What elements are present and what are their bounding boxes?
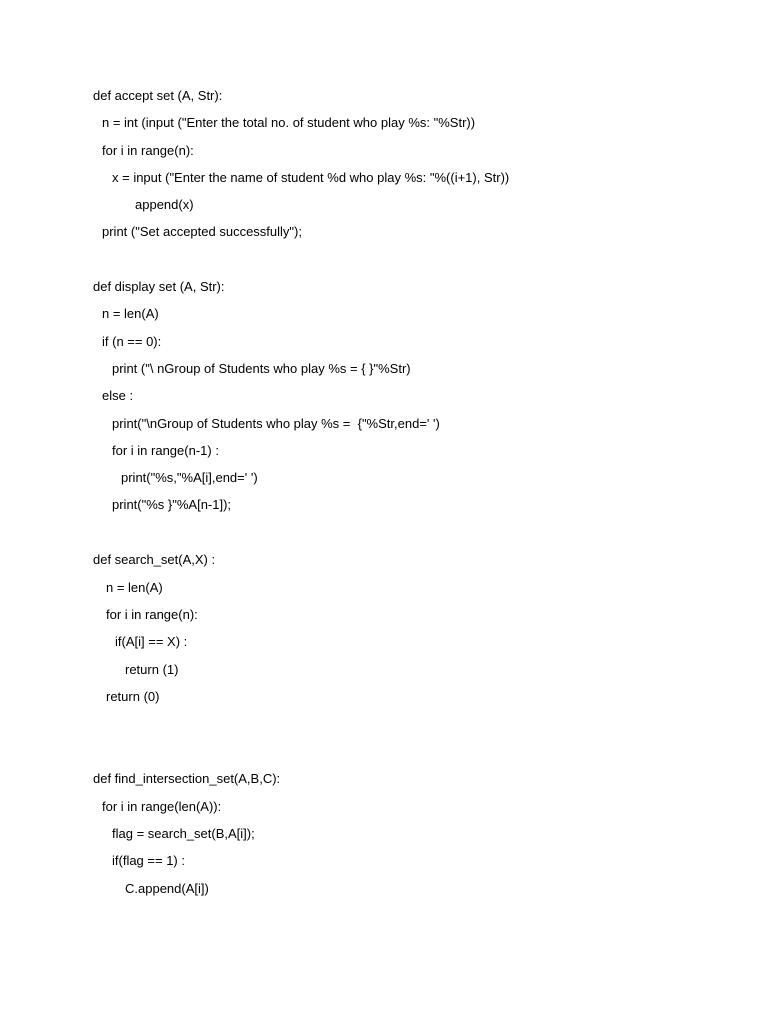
code-line: if(A[i] == X) :	[115, 634, 188, 649]
code-line: if(flag == 1) :	[112, 853, 185, 868]
code-line: print("%s,"%A[i],end=' ')	[121, 470, 258, 485]
code-line: for i in range(n-1) :	[112, 443, 219, 458]
code-line: flag = search_set(B,A[i]);	[112, 826, 255, 841]
code-line: for i in range(n):	[106, 607, 198, 622]
code-line: for i in range(n):	[102, 143, 194, 158]
code-line: else :	[102, 388, 134, 403]
code-line: return (0)	[106, 689, 160, 704]
code-line: def accept set (A, Str):	[93, 88, 223, 103]
code-line: C.append(A[i])	[125, 881, 209, 896]
code-line: print ("Set accepted successfully");	[102, 224, 302, 239]
code-line: print("\nGroup of Students who play %s = {"%Str,end=' ')	[112, 416, 440, 431]
code-line: def find_intersection_set(A,B,C):	[93, 771, 281, 786]
code-line: if (n == 0):	[102, 334, 162, 349]
code-line: n = int (input ("Enter the total no. of student who play %s: "%Str))	[102, 115, 476, 130]
code-line: x = input ("Enter the name of student %d who play %s: "%((i+1), Str))	[112, 170, 510, 185]
code-line: def search_set(A,X) :	[93, 552, 216, 567]
code-line: def display set (A, Str):	[93, 279, 225, 294]
code-line: print("%s }"%A[n-1]);	[112, 497, 232, 512]
code-line: n = len(A)	[106, 580, 163, 595]
code-line: print ("\ nGroup of Students who play %s = { }"%Str)	[112, 361, 411, 376]
code-line: n = len(A)	[102, 306, 159, 321]
code-line: return (1)	[125, 662, 179, 677]
code-line: append(x)	[135, 197, 194, 212]
code-line: for i in range(len(A)):	[102, 799, 222, 814]
